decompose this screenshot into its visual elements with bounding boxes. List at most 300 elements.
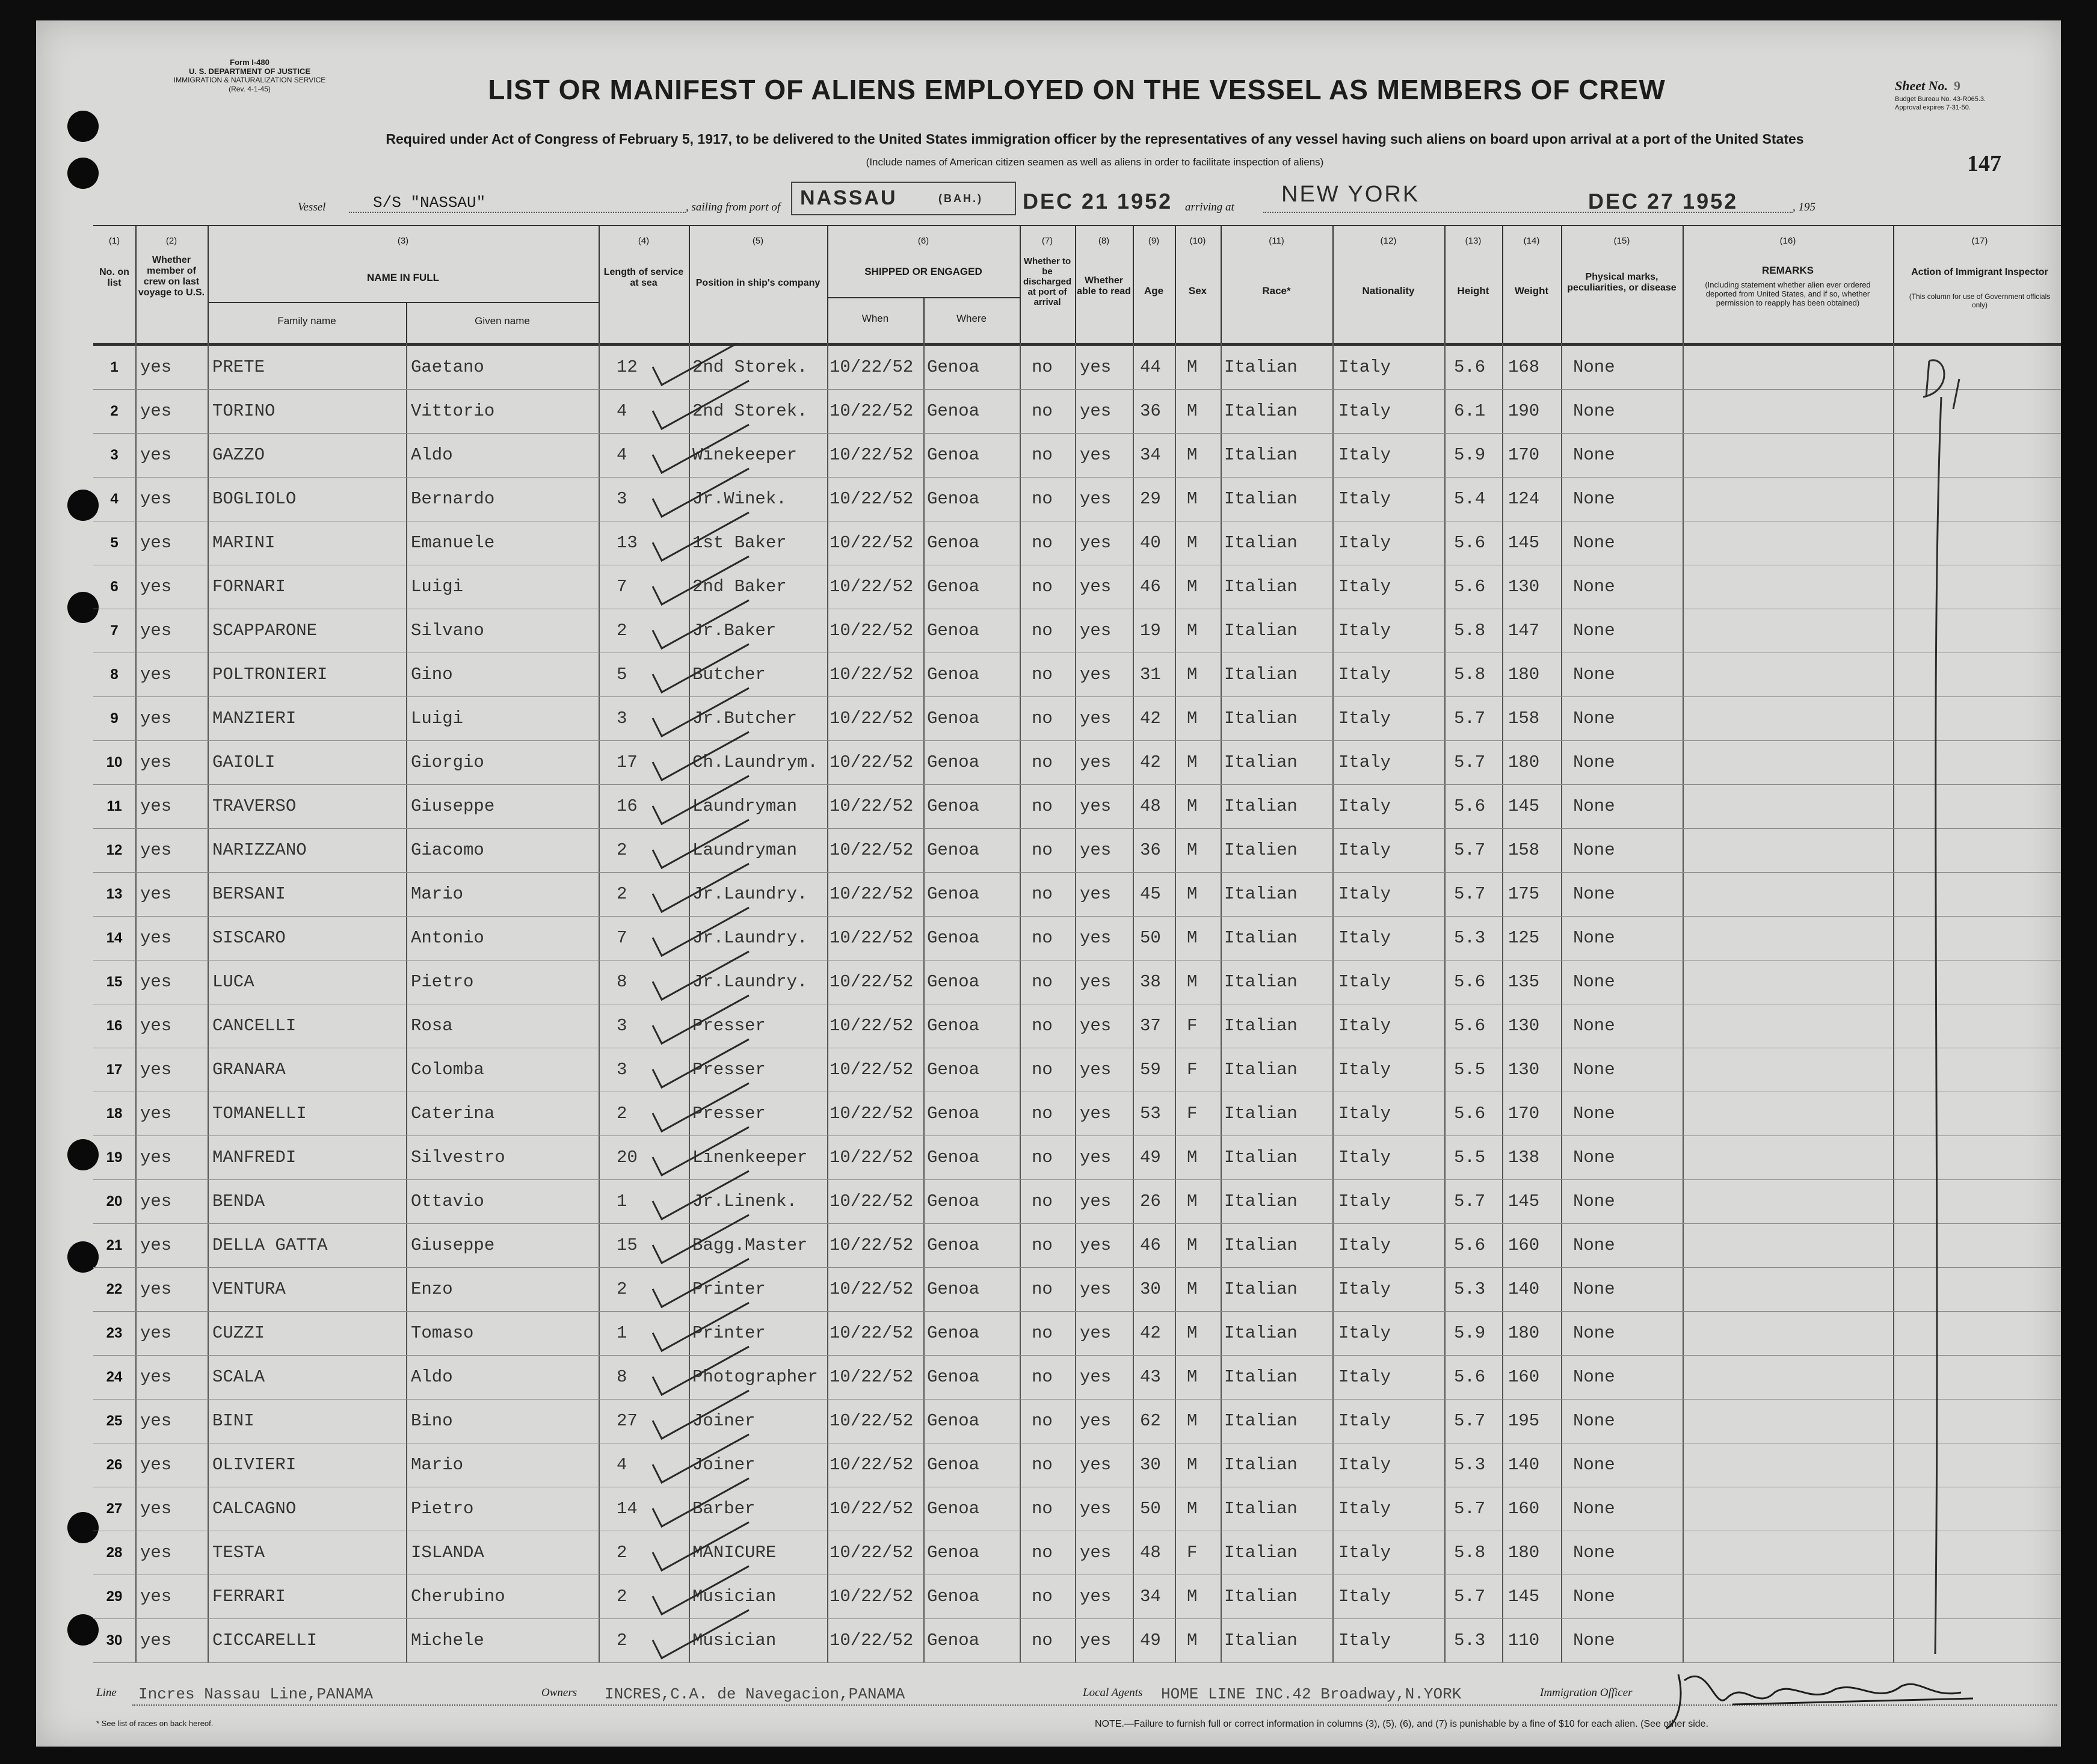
age: 42 bbox=[1140, 752, 1161, 772]
physical-marks: None bbox=[1573, 621, 1615, 641]
weight: 140 bbox=[1508, 1455, 1540, 1475]
age: 44 bbox=[1140, 357, 1161, 377]
race: Italian bbox=[1224, 1279, 1298, 1299]
nationality: Italy bbox=[1338, 1235, 1391, 1255]
physical-marks: None bbox=[1573, 1060, 1615, 1080]
family-name: MANFREDI bbox=[212, 1148, 297, 1167]
age: 53 bbox=[1140, 1104, 1161, 1123]
weight: 168 bbox=[1508, 357, 1540, 377]
sex: F bbox=[1187, 1060, 1198, 1080]
given-name: Silvano bbox=[411, 621, 484, 641]
service-length: 1 bbox=[617, 1323, 627, 1343]
physical-marks: None bbox=[1573, 1587, 1615, 1606]
nationality: Italy bbox=[1338, 401, 1391, 421]
position: Jr.Laundry. bbox=[692, 884, 808, 904]
header-label: Race* bbox=[1262, 285, 1291, 297]
shipped-when: 10/22/52 bbox=[830, 752, 914, 772]
check-mark bbox=[653, 425, 749, 473]
weight: 145 bbox=[1508, 1191, 1540, 1211]
height: 5.3 bbox=[1454, 928, 1486, 948]
header-sublabel: (This column for use of Government officials only) bbox=[1909, 292, 2051, 309]
agents-value: HOME LINE INC.42 Broadway,N.YORK bbox=[1161, 1685, 1462, 1703]
height: 5.3 bbox=[1454, 1630, 1486, 1650]
discharged: no bbox=[1032, 533, 1053, 553]
given-name: Gino bbox=[411, 665, 453, 684]
crew-last-voyage: yes bbox=[140, 621, 172, 641]
family-name: LUCA bbox=[212, 972, 254, 992]
height: 5.5 bbox=[1454, 1148, 1486, 1167]
row-number: 9 bbox=[110, 710, 119, 727]
family-name: OLIVIERI bbox=[212, 1455, 297, 1475]
race: Italian bbox=[1224, 445, 1298, 465]
shipped-when: 10/22/52 bbox=[830, 1016, 914, 1036]
physical-marks: None bbox=[1573, 972, 1615, 992]
footer-note: NOTE.—Failure to furnish full or correct information in columns (3), (5), (6), and (7) is punishable by a fine of $10 for each alien. (See other side. bbox=[1095, 1719, 1709, 1729]
row-number: 20 bbox=[106, 1193, 123, 1209]
header-col-number: (3) bbox=[397, 236, 409, 246]
row-number: 27 bbox=[106, 1501, 123, 1517]
row-number: 7 bbox=[110, 622, 119, 639]
weight: 195 bbox=[1508, 1411, 1540, 1431]
shipped-when: 10/22/52 bbox=[830, 884, 914, 904]
crew-last-voyage: yes bbox=[140, 489, 172, 509]
nationality: Italy bbox=[1338, 752, 1391, 772]
shipped-where: Genoa bbox=[927, 1279, 980, 1299]
position: Jr.Linenk. bbox=[692, 1191, 798, 1211]
header-shipped bbox=[827, 225, 1021, 345]
shipped-when: 10/22/52 bbox=[830, 401, 914, 421]
discharged: no bbox=[1032, 445, 1053, 465]
header-when: When bbox=[861, 313, 889, 324]
given-name: Aldo bbox=[411, 445, 453, 465]
position: Laundryman bbox=[692, 796, 798, 816]
given-name: Mario bbox=[411, 884, 464, 904]
sex: M bbox=[1187, 1630, 1198, 1650]
nationality: Italy bbox=[1338, 1191, 1391, 1211]
crew-last-voyage: yes bbox=[140, 1455, 172, 1475]
race: Italian bbox=[1224, 884, 1298, 904]
able-to-read: yes bbox=[1080, 1499, 1112, 1519]
able-to-read: yes bbox=[1080, 1279, 1112, 1299]
page-title: LIST OR MANIFEST OF ALIENS EMPLOYED ON THE VESSEL AS MEMBERS OF CREW bbox=[488, 74, 1666, 105]
shipped-where: Genoa bbox=[927, 1587, 980, 1606]
able-to-read: yes bbox=[1080, 577, 1112, 597]
check-mark bbox=[653, 776, 749, 824]
family-name: TOMANELLI bbox=[212, 1104, 307, 1123]
family-name: PRETE bbox=[212, 357, 265, 377]
shipped-when: 10/22/52 bbox=[830, 665, 914, 684]
position: Joiner bbox=[692, 1411, 756, 1431]
nationality: Italy bbox=[1338, 1499, 1391, 1519]
row-number: 21 bbox=[106, 1237, 123, 1253]
nationality: Italy bbox=[1338, 1323, 1391, 1343]
given-name: Mario bbox=[411, 1455, 464, 1475]
race: Italian bbox=[1224, 533, 1298, 553]
service-length: 4 bbox=[617, 1455, 627, 1475]
sex: M bbox=[1187, 1279, 1198, 1299]
able-to-read: yes bbox=[1080, 1323, 1112, 1343]
discharged: no bbox=[1032, 401, 1053, 421]
row-number: 19 bbox=[106, 1149, 123, 1166]
header-col-number: (14) bbox=[1523, 236, 1540, 246]
height: 5.6 bbox=[1454, 972, 1486, 992]
service-length: 3 bbox=[617, 489, 627, 509]
header-label: Height bbox=[1457, 285, 1489, 297]
port-to: NEW YORK bbox=[1281, 182, 1420, 207]
race: Italian bbox=[1224, 1016, 1298, 1036]
service-length: 20 bbox=[617, 1148, 638, 1167]
age: 48 bbox=[1140, 1543, 1161, 1563]
sex: M bbox=[1187, 621, 1198, 641]
weight: 145 bbox=[1508, 1587, 1540, 1606]
able-to-read: yes bbox=[1080, 621, 1112, 641]
shipped-when: 10/22/52 bbox=[830, 1543, 914, 1563]
row-number: 8 bbox=[110, 666, 119, 683]
form-service: IMMIGRATION & NATURALIZATION SERVICE bbox=[173, 76, 326, 84]
check-mark bbox=[653, 688, 749, 736]
table-row bbox=[93, 1179, 2061, 1224]
crew-last-voyage: yes bbox=[140, 1016, 172, 1036]
crew-last-voyage: yes bbox=[140, 1499, 172, 1519]
check-mark bbox=[653, 1566, 749, 1614]
weight: 180 bbox=[1508, 1543, 1540, 1563]
given-name: Michele bbox=[411, 1630, 484, 1650]
height: 5.4 bbox=[1454, 489, 1486, 509]
service-length: 2 bbox=[617, 840, 627, 860]
age: 38 bbox=[1140, 972, 1161, 992]
crew-last-voyage: yes bbox=[140, 840, 172, 860]
discharged: no bbox=[1032, 489, 1053, 509]
nationality: Italy bbox=[1338, 533, 1391, 553]
age: 30 bbox=[1140, 1279, 1161, 1299]
check-mark bbox=[653, 381, 749, 429]
sex: M bbox=[1187, 1191, 1198, 1211]
given-name: Cherubino bbox=[411, 1587, 505, 1606]
crew-last-voyage: yes bbox=[140, 1543, 172, 1563]
family-name: TORINO bbox=[212, 401, 276, 421]
age: 48 bbox=[1140, 796, 1161, 816]
sex: M bbox=[1187, 708, 1198, 728]
check-mark bbox=[653, 820, 749, 868]
check-mark bbox=[653, 1215, 749, 1263]
race: Italian bbox=[1224, 621, 1298, 641]
service-length: 5 bbox=[617, 665, 627, 684]
header-name bbox=[208, 225, 600, 345]
header-label: SHIPPED OR ENGAGED bbox=[864, 266, 982, 277]
able-to-read: yes bbox=[1080, 1630, 1112, 1650]
table-row bbox=[93, 784, 2061, 829]
line-label: Line bbox=[96, 1686, 117, 1699]
age: 34 bbox=[1140, 1587, 1161, 1606]
weight: 125 bbox=[1508, 928, 1540, 948]
service-length: 3 bbox=[617, 708, 627, 728]
shipped-when: 10/22/52 bbox=[830, 621, 914, 641]
check-mark bbox=[653, 1259, 749, 1307]
weight: 158 bbox=[1508, 840, 1540, 860]
crew-last-voyage: yes bbox=[140, 1411, 172, 1431]
discharged: no bbox=[1032, 1148, 1053, 1167]
nationality: Italy bbox=[1338, 884, 1391, 904]
physical-marks: None bbox=[1573, 1499, 1615, 1519]
race: Italian bbox=[1224, 1543, 1298, 1563]
given-name: Gaetano bbox=[411, 357, 484, 377]
header-given-name: Given name bbox=[475, 315, 530, 327]
sex: F bbox=[1187, 1543, 1198, 1563]
height: 5.3 bbox=[1454, 1455, 1486, 1475]
able-to-read: yes bbox=[1080, 1016, 1112, 1036]
family-name: FORNARI bbox=[212, 577, 286, 597]
sex: M bbox=[1187, 1367, 1198, 1387]
row-number: 6 bbox=[110, 579, 119, 595]
service-length: 16 bbox=[617, 796, 638, 816]
age: 49 bbox=[1140, 1148, 1161, 1167]
sex: M bbox=[1187, 1455, 1198, 1475]
shipped-when: 10/22/52 bbox=[830, 1191, 914, 1211]
check-marks bbox=[556, 343, 809, 1666]
table-row bbox=[93, 1311, 2061, 1356]
shipped-when: 10/22/52 bbox=[830, 1323, 914, 1343]
service-length: 3 bbox=[617, 1060, 627, 1080]
shipped-where: Genoa bbox=[927, 1235, 980, 1255]
sex: F bbox=[1187, 1016, 1198, 1036]
family-name: DELLA GATTA bbox=[212, 1235, 328, 1255]
header-label: Nationality bbox=[1362, 285, 1415, 297]
physical-marks: None bbox=[1573, 840, 1615, 860]
vessel-name: S/S "NASSAU" bbox=[373, 194, 486, 212]
departure-date: DEC 21 1952 bbox=[1023, 189, 1173, 214]
sex: M bbox=[1187, 1411, 1198, 1431]
service-length: 2 bbox=[617, 1104, 627, 1123]
table-row bbox=[93, 960, 2061, 1004]
table-row bbox=[93, 1487, 2061, 1531]
sex: M bbox=[1187, 1587, 1198, 1606]
nationality: Italy bbox=[1338, 1455, 1391, 1475]
race: Italian bbox=[1224, 1587, 1298, 1606]
physical-marks: None bbox=[1573, 1367, 1615, 1387]
port-from: NASSAU bbox=[800, 186, 898, 209]
family-name: GRANARA bbox=[212, 1060, 286, 1080]
form-revision: (Rev. 4-1-45) bbox=[229, 85, 271, 93]
family-name: POLTRONIERI bbox=[212, 665, 328, 684]
header-col-number: (11) bbox=[1269, 236, 1284, 246]
given-name: Antonio bbox=[411, 928, 484, 948]
height: 5.6 bbox=[1454, 1367, 1486, 1387]
discharged: no bbox=[1032, 1587, 1053, 1606]
able-to-read: yes bbox=[1080, 972, 1112, 992]
age: 49 bbox=[1140, 1630, 1161, 1650]
discharged: no bbox=[1032, 1411, 1053, 1431]
header-col-number: (5) bbox=[752, 236, 764, 246]
weight: 138 bbox=[1508, 1148, 1540, 1167]
physical-marks: None bbox=[1573, 533, 1615, 553]
crew-last-voyage: yes bbox=[140, 445, 172, 465]
family-name: CALCAGNO bbox=[212, 1499, 297, 1519]
given-name: Giuseppe bbox=[411, 1235, 495, 1255]
shipped-where: Genoa bbox=[927, 1499, 980, 1519]
sex: M bbox=[1187, 401, 1198, 421]
discharged: no bbox=[1032, 1499, 1053, 1519]
row-number: 24 bbox=[106, 1369, 123, 1385]
header-label: Sex bbox=[1188, 285, 1207, 297]
sex: F bbox=[1187, 1104, 1198, 1123]
service-length: 4 bbox=[617, 445, 627, 465]
age: 46 bbox=[1140, 577, 1161, 597]
position: Laundryman bbox=[692, 840, 798, 860]
family-name: SCAPPARONE bbox=[212, 621, 318, 641]
physical-marks: None bbox=[1573, 1104, 1615, 1123]
crew-last-voyage: yes bbox=[140, 1191, 172, 1211]
form-department: U. S. DEPARTMENT OF JUSTICE bbox=[189, 67, 310, 76]
service-length: 27 bbox=[617, 1411, 638, 1431]
physical-marks: None bbox=[1573, 1148, 1615, 1167]
shipped-when: 10/22/52 bbox=[830, 1060, 914, 1080]
given-name: Rosa bbox=[411, 1016, 453, 1036]
able-to-read: yes bbox=[1080, 1367, 1112, 1387]
crew-last-voyage: yes bbox=[140, 884, 172, 904]
given-name: Enzo bbox=[411, 1279, 453, 1299]
given-name: Bino bbox=[411, 1411, 453, 1431]
crew-last-voyage: yes bbox=[140, 1060, 172, 1080]
family-name: GAZZO bbox=[212, 445, 265, 465]
agents-label: Local Agents bbox=[1083, 1686, 1143, 1699]
service-length: 14 bbox=[617, 1499, 638, 1519]
weight: 160 bbox=[1508, 1499, 1540, 1519]
height: 5.7 bbox=[1454, 708, 1486, 728]
weight: 190 bbox=[1508, 401, 1540, 421]
physical-marks: None bbox=[1573, 665, 1615, 684]
check-mark bbox=[653, 1039, 749, 1087]
given-name: Pietro bbox=[411, 1499, 474, 1519]
height: 5.8 bbox=[1454, 621, 1486, 641]
service-length: 2 bbox=[617, 1543, 627, 1563]
position: Jr.Laundry. bbox=[692, 928, 808, 948]
family-name: TRAVERSO bbox=[212, 796, 297, 816]
header-height bbox=[1444, 225, 1503, 345]
table-row bbox=[93, 433, 2061, 478]
service-length: 2 bbox=[617, 1279, 627, 1299]
height: 5.6 bbox=[1454, 1016, 1486, 1036]
budget-info bbox=[1895, 95, 1986, 112]
row-number: 17 bbox=[106, 1062, 123, 1078]
requirement-text: Required under Act of Congress of February 5, 1917, to be delivered to the United States immigration officer by the representatives of any vessel having such aliens on board upon arrival at a port of the United States bbox=[386, 131, 1804, 147]
sailing-label: , sailing from port of bbox=[686, 201, 781, 214]
height: 5.7 bbox=[1454, 1499, 1486, 1519]
discharged: no bbox=[1032, 972, 1053, 992]
shipped-where: Genoa bbox=[927, 621, 980, 641]
weight: 145 bbox=[1508, 533, 1540, 553]
shipped-when: 10/22/52 bbox=[830, 928, 914, 948]
race: Italian bbox=[1224, 489, 1298, 509]
row-number: 1 bbox=[110, 359, 119, 375]
header-label: REMARKS bbox=[1762, 265, 1814, 276]
race: Italian bbox=[1224, 1148, 1298, 1167]
header-position bbox=[689, 225, 828, 345]
row-number: 13 bbox=[106, 886, 123, 902]
crew-last-voyage: yes bbox=[140, 357, 172, 377]
crew-last-voyage: yes bbox=[140, 577, 172, 597]
header-marks bbox=[1561, 225, 1684, 345]
nationality: Italy bbox=[1338, 1060, 1391, 1080]
position: Jr.Laundry. bbox=[692, 972, 808, 992]
able-to-read: yes bbox=[1080, 796, 1112, 816]
height: 5.7 bbox=[1454, 884, 1486, 904]
header-sublabel: (Including statement whether alien ever ordered deported from United States, and if so, whether permission to reapply has been obtained) bbox=[1705, 280, 1871, 307]
table-row bbox=[93, 1531, 2061, 1575]
discharged: no bbox=[1032, 1543, 1053, 1563]
family-name: MARINI bbox=[212, 533, 276, 553]
position: Ch.Laundrym. bbox=[692, 752, 818, 772]
physical-marks: None bbox=[1573, 752, 1615, 772]
nationality: Italy bbox=[1338, 665, 1391, 684]
crew-last-voyage: yes bbox=[140, 1630, 172, 1650]
age: 62 bbox=[1140, 1411, 1161, 1431]
family-name: TESTA bbox=[212, 1543, 265, 1563]
race: Italian bbox=[1224, 1191, 1298, 1211]
races-note: * See list of races on back hereof. bbox=[96, 1719, 214, 1728]
table-row bbox=[93, 872, 2061, 917]
check-mark bbox=[653, 1391, 749, 1439]
crew-last-voyage: yes bbox=[140, 1279, 172, 1299]
age: 30 bbox=[1140, 1455, 1161, 1475]
row-number: 12 bbox=[106, 842, 123, 858]
table-row bbox=[93, 1267, 2061, 1312]
able-to-read: yes bbox=[1080, 1060, 1112, 1080]
able-to-read: yes bbox=[1080, 840, 1112, 860]
given-name: Silvestro bbox=[411, 1148, 505, 1167]
physical-marks: None bbox=[1573, 1543, 1615, 1563]
header-inspector bbox=[1893, 225, 2061, 345]
header-label: No. on list bbox=[99, 267, 129, 288]
weight: 158 bbox=[1508, 708, 1540, 728]
crew-last-voyage: yes bbox=[140, 796, 172, 816]
service-length: 15 bbox=[617, 1235, 638, 1255]
height: 5.5 bbox=[1454, 1060, 1486, 1080]
row-number: 15 bbox=[106, 974, 123, 990]
check-mark bbox=[653, 908, 749, 956]
height: 5.7 bbox=[1454, 1191, 1486, 1211]
nationality: Italy bbox=[1338, 577, 1391, 597]
sex: M bbox=[1187, 665, 1198, 684]
age: 50 bbox=[1140, 928, 1161, 948]
row-number: 18 bbox=[106, 1105, 123, 1122]
row-number: 4 bbox=[110, 491, 119, 507]
physical-marks: None bbox=[1573, 1279, 1615, 1299]
height: 5.6 bbox=[1454, 357, 1486, 377]
discharged: no bbox=[1032, 928, 1053, 948]
age: 43 bbox=[1140, 1367, 1161, 1387]
nationality: Italy bbox=[1338, 1016, 1391, 1036]
shipped-where: Genoa bbox=[927, 489, 980, 509]
given-name: Pietro bbox=[411, 972, 474, 992]
physical-marks: None bbox=[1573, 489, 1615, 509]
discharged: no bbox=[1032, 840, 1053, 860]
able-to-read: yes bbox=[1080, 357, 1112, 377]
sex: M bbox=[1187, 840, 1198, 860]
check-mark bbox=[653, 1478, 749, 1526]
shipped-where: Genoa bbox=[927, 1191, 980, 1211]
weight: 140 bbox=[1508, 1279, 1540, 1299]
weight: 160 bbox=[1508, 1367, 1540, 1387]
weight: 145 bbox=[1508, 796, 1540, 816]
position: Jr.Winek. bbox=[692, 489, 787, 509]
shipped-when: 10/22/52 bbox=[830, 1455, 914, 1475]
crew-last-voyage: yes bbox=[140, 708, 172, 728]
table-row bbox=[93, 1223, 2061, 1268]
able-to-read: yes bbox=[1080, 1235, 1112, 1255]
shipped-where: Genoa bbox=[927, 1016, 980, 1036]
row-number: 28 bbox=[106, 1544, 123, 1561]
service-length: 4 bbox=[617, 401, 627, 421]
